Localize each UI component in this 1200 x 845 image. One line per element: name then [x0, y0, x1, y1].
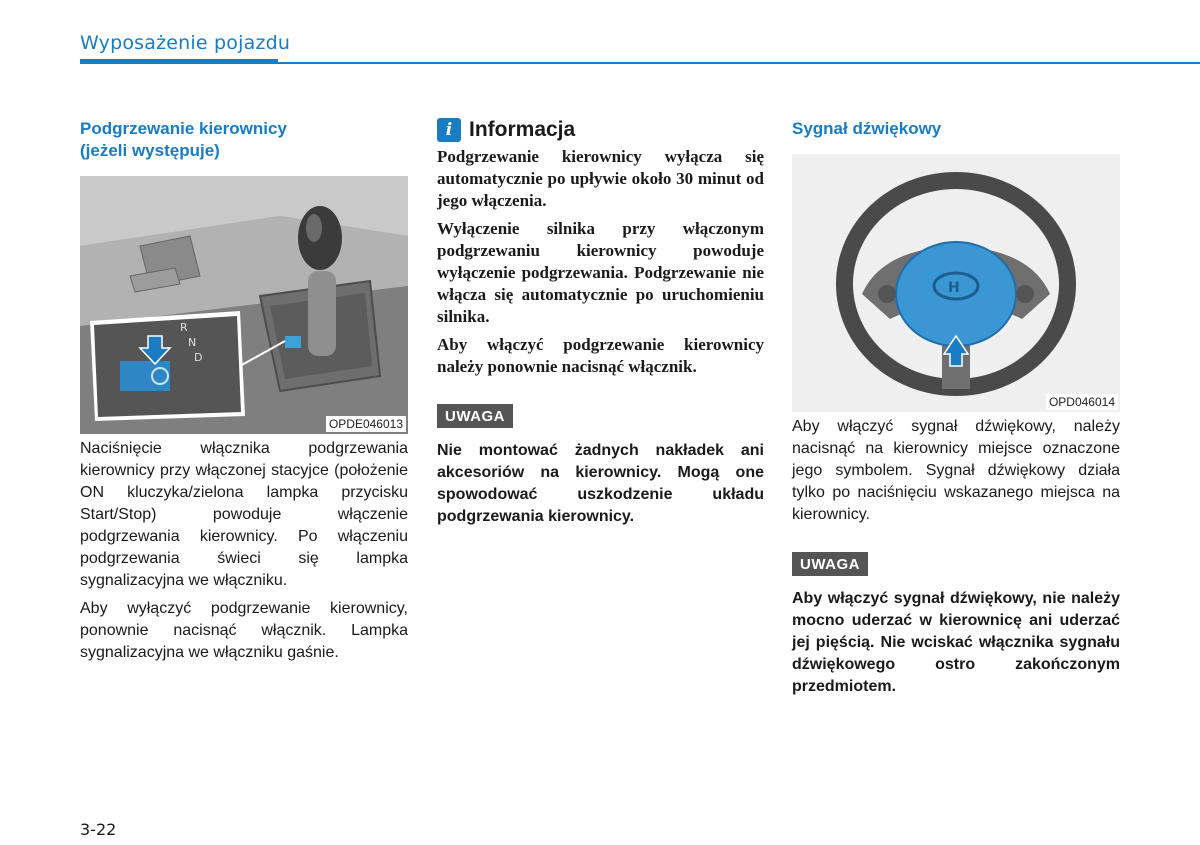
svg-text:H: H: [948, 280, 960, 296]
column-steering-heating: [80, 118, 408, 664]
section-heading-horn: Sygnał dźwiękowy: [792, 119, 942, 138]
info-icon: i: [437, 118, 461, 142]
svg-text:D: D: [194, 351, 203, 364]
body-paragraph-2: Aby wyłączyć podgrzewanie kierownicy, ponownie nacisnąć włącznik. Lampka sygnalizacyjna we włączniku gaśnie.: [80, 600, 408, 661]
caution-badge: UWAGA: [792, 552, 868, 576]
caution-badge: UWAGA: [437, 404, 513, 428]
body-paragraph-1: Naciśnięcie włącznika podgrzewania kierownicy przy włączonej stacyjce (położenie ON kluczyka/zielona lampka przycisku Start/Stop) powoduje włączenie podgrzewania kierownicy. Po włączeniu podgrzewania świeci się lampka sygnalizacyjna we włączniku.: [80, 440, 408, 589]
figure-code: OPD046014: [1046, 394, 1118, 410]
header-rule-accent: [80, 59, 278, 64]
steering-wheel-drawing: [792, 154, 1120, 412]
steering-wheel-illustration: [792, 154, 1120, 412]
header-title: Wyposażenie pojazdu: [80, 32, 291, 54]
page-number: 3-22: [80, 820, 117, 839]
svg-text:R: R: [180, 321, 188, 334]
info-paragraph-2: Wyłączenie silnika przy włączonym podgrzewaniu kierownicy powoduje wyłączenie podgrzewania. Podgrzewanie nie włącza się automatycznie po uruchomieniu silnika.: [437, 219, 764, 326]
information-header: [437, 118, 764, 142]
column-horn: [792, 118, 1120, 698]
caution-text: Nie montować żadnych nakładek ani akcesoriów na kierownicy. Mogą one spowodować uszkodzenie układu podgrzewania kierownicy.: [437, 442, 764, 525]
section-heading-steering-heating: [80, 118, 408, 162]
body-paragraph-horn: Aby włączyć sygnał dźwiękowy, należy nacisnąć na kierownicy miejsce oznaczone jego symbolem. Sygnał dźwiękowy działa tylko po naciśnięciu wskazanego miejsca na kierownicy.: [792, 418, 1120, 523]
svg-text:N: N: [188, 336, 197, 349]
information-title: Informacja: [469, 118, 576, 141]
gear-console-illustration: [80, 176, 408, 434]
figure-code: OPDE046013: [326, 416, 406, 432]
info-paragraph-3: Aby włączyć podgrzewanie kierownicy należy ponownie nacisnąć włącznik.: [437, 335, 764, 376]
column-information: [437, 118, 764, 528]
heading-line-1: Podgrzewanie kierownicy: [80, 119, 287, 138]
gear-console-drawing: [80, 176, 408, 434]
caution-text: Aby włączyć sygnał dźwiękowy, nie należy mocno uderzać w kierownicę ani uderzać jej pięścią. Nie wciskać włącznika sygnału dźwiękowego ostro zakończonym przedmiotem.: [792, 590, 1120, 695]
heading-line-2: (jeżeli występuje): [80, 141, 220, 160]
info-paragraph-1: Podgrzewanie kierownicy wyłącza się automatycznie po upływie około 30 minut od jego włączenia.: [437, 147, 764, 210]
